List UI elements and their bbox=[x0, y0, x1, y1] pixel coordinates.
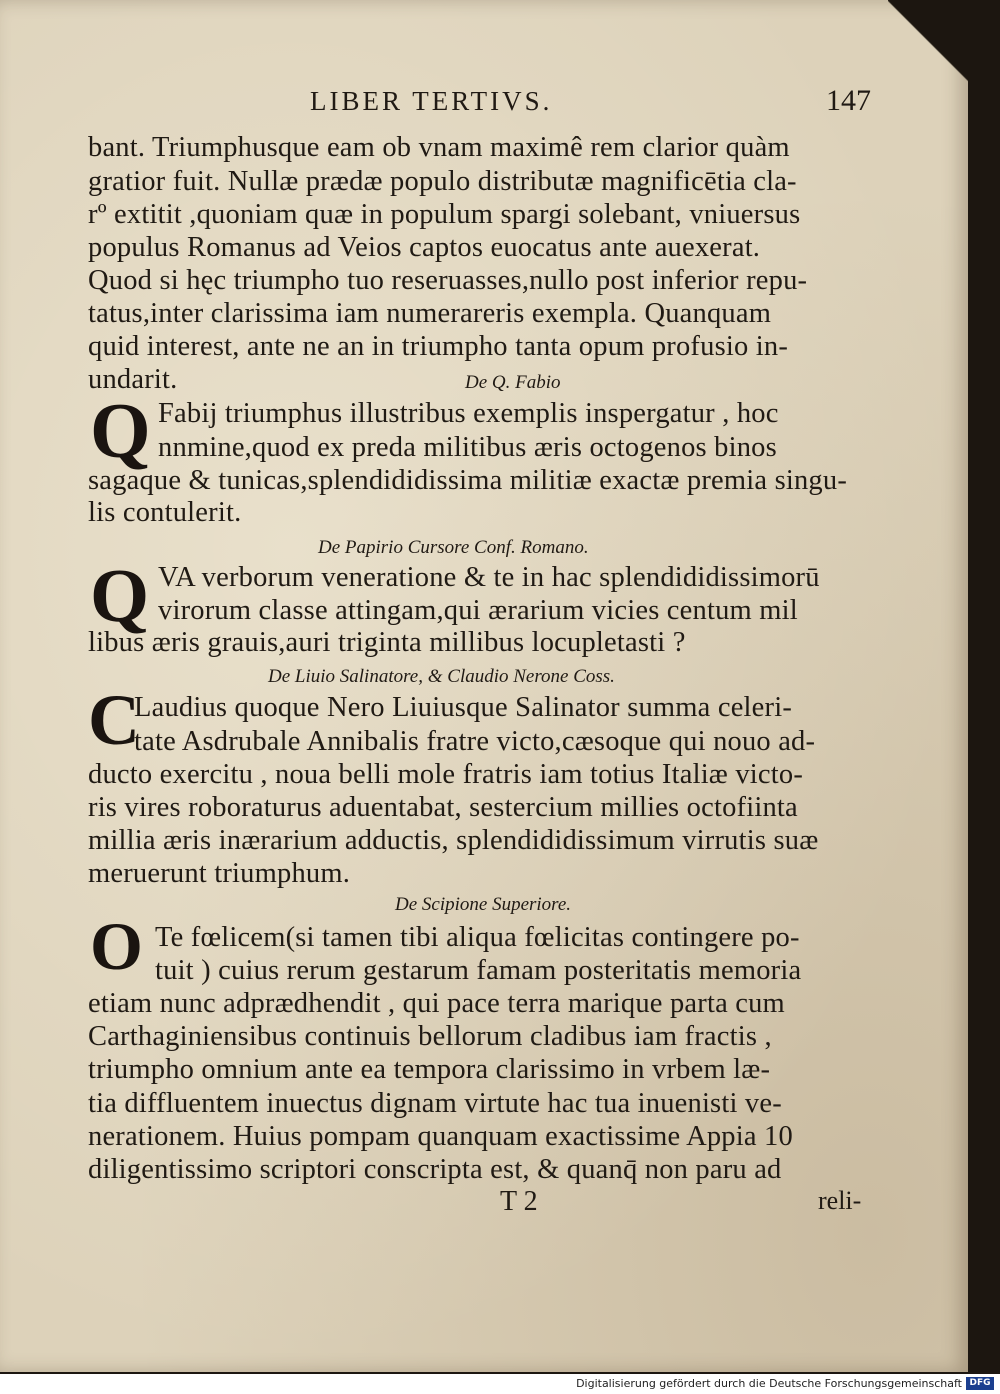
digitization-footer bbox=[0, 1374, 1000, 1394]
text-line: tia diffluentem inuectus dignam virtute hac tua inuenisti ve- bbox=[88, 1088, 782, 1119]
text-line: gratior fuit. Nullæ prædæ populo distributæ magnificētia cla- bbox=[88, 166, 797, 197]
text-line: millia æris inærarium adductis, splendididissimum virrutis suæ bbox=[88, 825, 819, 856]
signature-mark: T 2 bbox=[500, 1186, 538, 1217]
text-line: rº extitit ,quoniam quæ in populum spargi solebant, vniuersus bbox=[88, 199, 801, 230]
text-line: Carthaginiensibus continuis bellorum cladibus iam fractis , bbox=[88, 1021, 772, 1052]
catchword: reli- bbox=[818, 1186, 862, 1215]
footer-text: Digitalisierung gefördert durch die Deutsche Forschungsgemeinschaft bbox=[576, 1377, 962, 1390]
text-line: etiam nunc adprædhendit , qui pace terra marique parta cum bbox=[88, 988, 785, 1019]
section-heading: De Liuio Salinatore, & Claudio Nerone Coss. bbox=[268, 666, 615, 687]
text-line: sagaque & tunicas,splendididissima militiæ exactæ premia singu- bbox=[88, 465, 848, 496]
initial-letter: Q bbox=[90, 387, 151, 474]
text-line: undarit. bbox=[88, 364, 178, 395]
text-line: meruerunt triumphum. bbox=[88, 858, 351, 889]
text-line: bant. Triumphusque eam ob vnam maximê rem clarior quàm bbox=[88, 132, 790, 163]
text-line: Quod si hęc triumpho tuo reseruasses,nullo post inferior repu- bbox=[88, 265, 808, 296]
section-heading: De Papirio Cursore Conf. Romano. bbox=[318, 537, 589, 558]
dfg-logo-icon: DFG bbox=[966, 1377, 994, 1390]
torn-corner bbox=[888, 0, 968, 120]
section-heading: De Scipione Superiore. bbox=[395, 894, 572, 915]
text-line: ducto exercitu , noua belli mole fratris iam totius Italiæ victo- bbox=[88, 759, 804, 790]
text-line: triumpho omnium ante ea tempora clarissimo in vrbem læ- bbox=[88, 1054, 771, 1085]
text-line: VA verborum veneratione & te in hac splendididissimorū bbox=[158, 562, 820, 593]
text-line: tate Asdrubale Annibalis fratre victo,cæsoque qui nouo ad- bbox=[134, 726, 816, 757]
initial-letter: Q bbox=[90, 554, 150, 638]
text-line: lis contulerit. bbox=[88, 497, 242, 528]
text-line: nnmine,quod ex preda militibus æris octogenos binos bbox=[158, 432, 777, 463]
section-heading: De Q. Fabio bbox=[465, 372, 561, 393]
text-line: tatus,inter clarissima iam numerareris exempla. Quanquam bbox=[88, 298, 772, 329]
text-line: nerationem. Huius pompam quanquam exactissime Appia 10 bbox=[88, 1121, 793, 1152]
text-line: Fabij triumphus illustribus exemplis inspergatur , hoc bbox=[158, 398, 779, 429]
text-line: virorum classe attingam,qui ærarium vicies centum mil bbox=[158, 595, 798, 626]
initial-letter: C bbox=[88, 680, 140, 760]
page-number: 147 bbox=[826, 84, 871, 117]
text-line: diligentissimo scriptori conscripta est, & quanq̄ non paru ad bbox=[88, 1154, 782, 1185]
text-line: quid interest, ante ne an in triumpho tanta opum profusio in- bbox=[88, 331, 789, 362]
text-line: Laudius quoque Nero Liuiusque Salinator summa celeri- bbox=[134, 692, 793, 723]
running-head: LIBER TERTIVS. bbox=[310, 86, 553, 116]
text-line: tuit ) cuius rerum gestarum famam posteritatis memoria bbox=[155, 955, 802, 986]
text-line: populus Romanus ad Veios captos euocatus ante auexerat. bbox=[88, 232, 761, 263]
text-line: ris vires roboraturus aduentabat, sestercium millies octofiinta bbox=[88, 792, 798, 823]
text-line: Te fœlicem(si tamen tibi aliqua fœlicitas contingere po- bbox=[155, 922, 800, 953]
text-line: libus æris grauis,auri triginta millibus locupletasti ? bbox=[88, 627, 686, 658]
initial-letter: O bbox=[90, 908, 143, 984]
